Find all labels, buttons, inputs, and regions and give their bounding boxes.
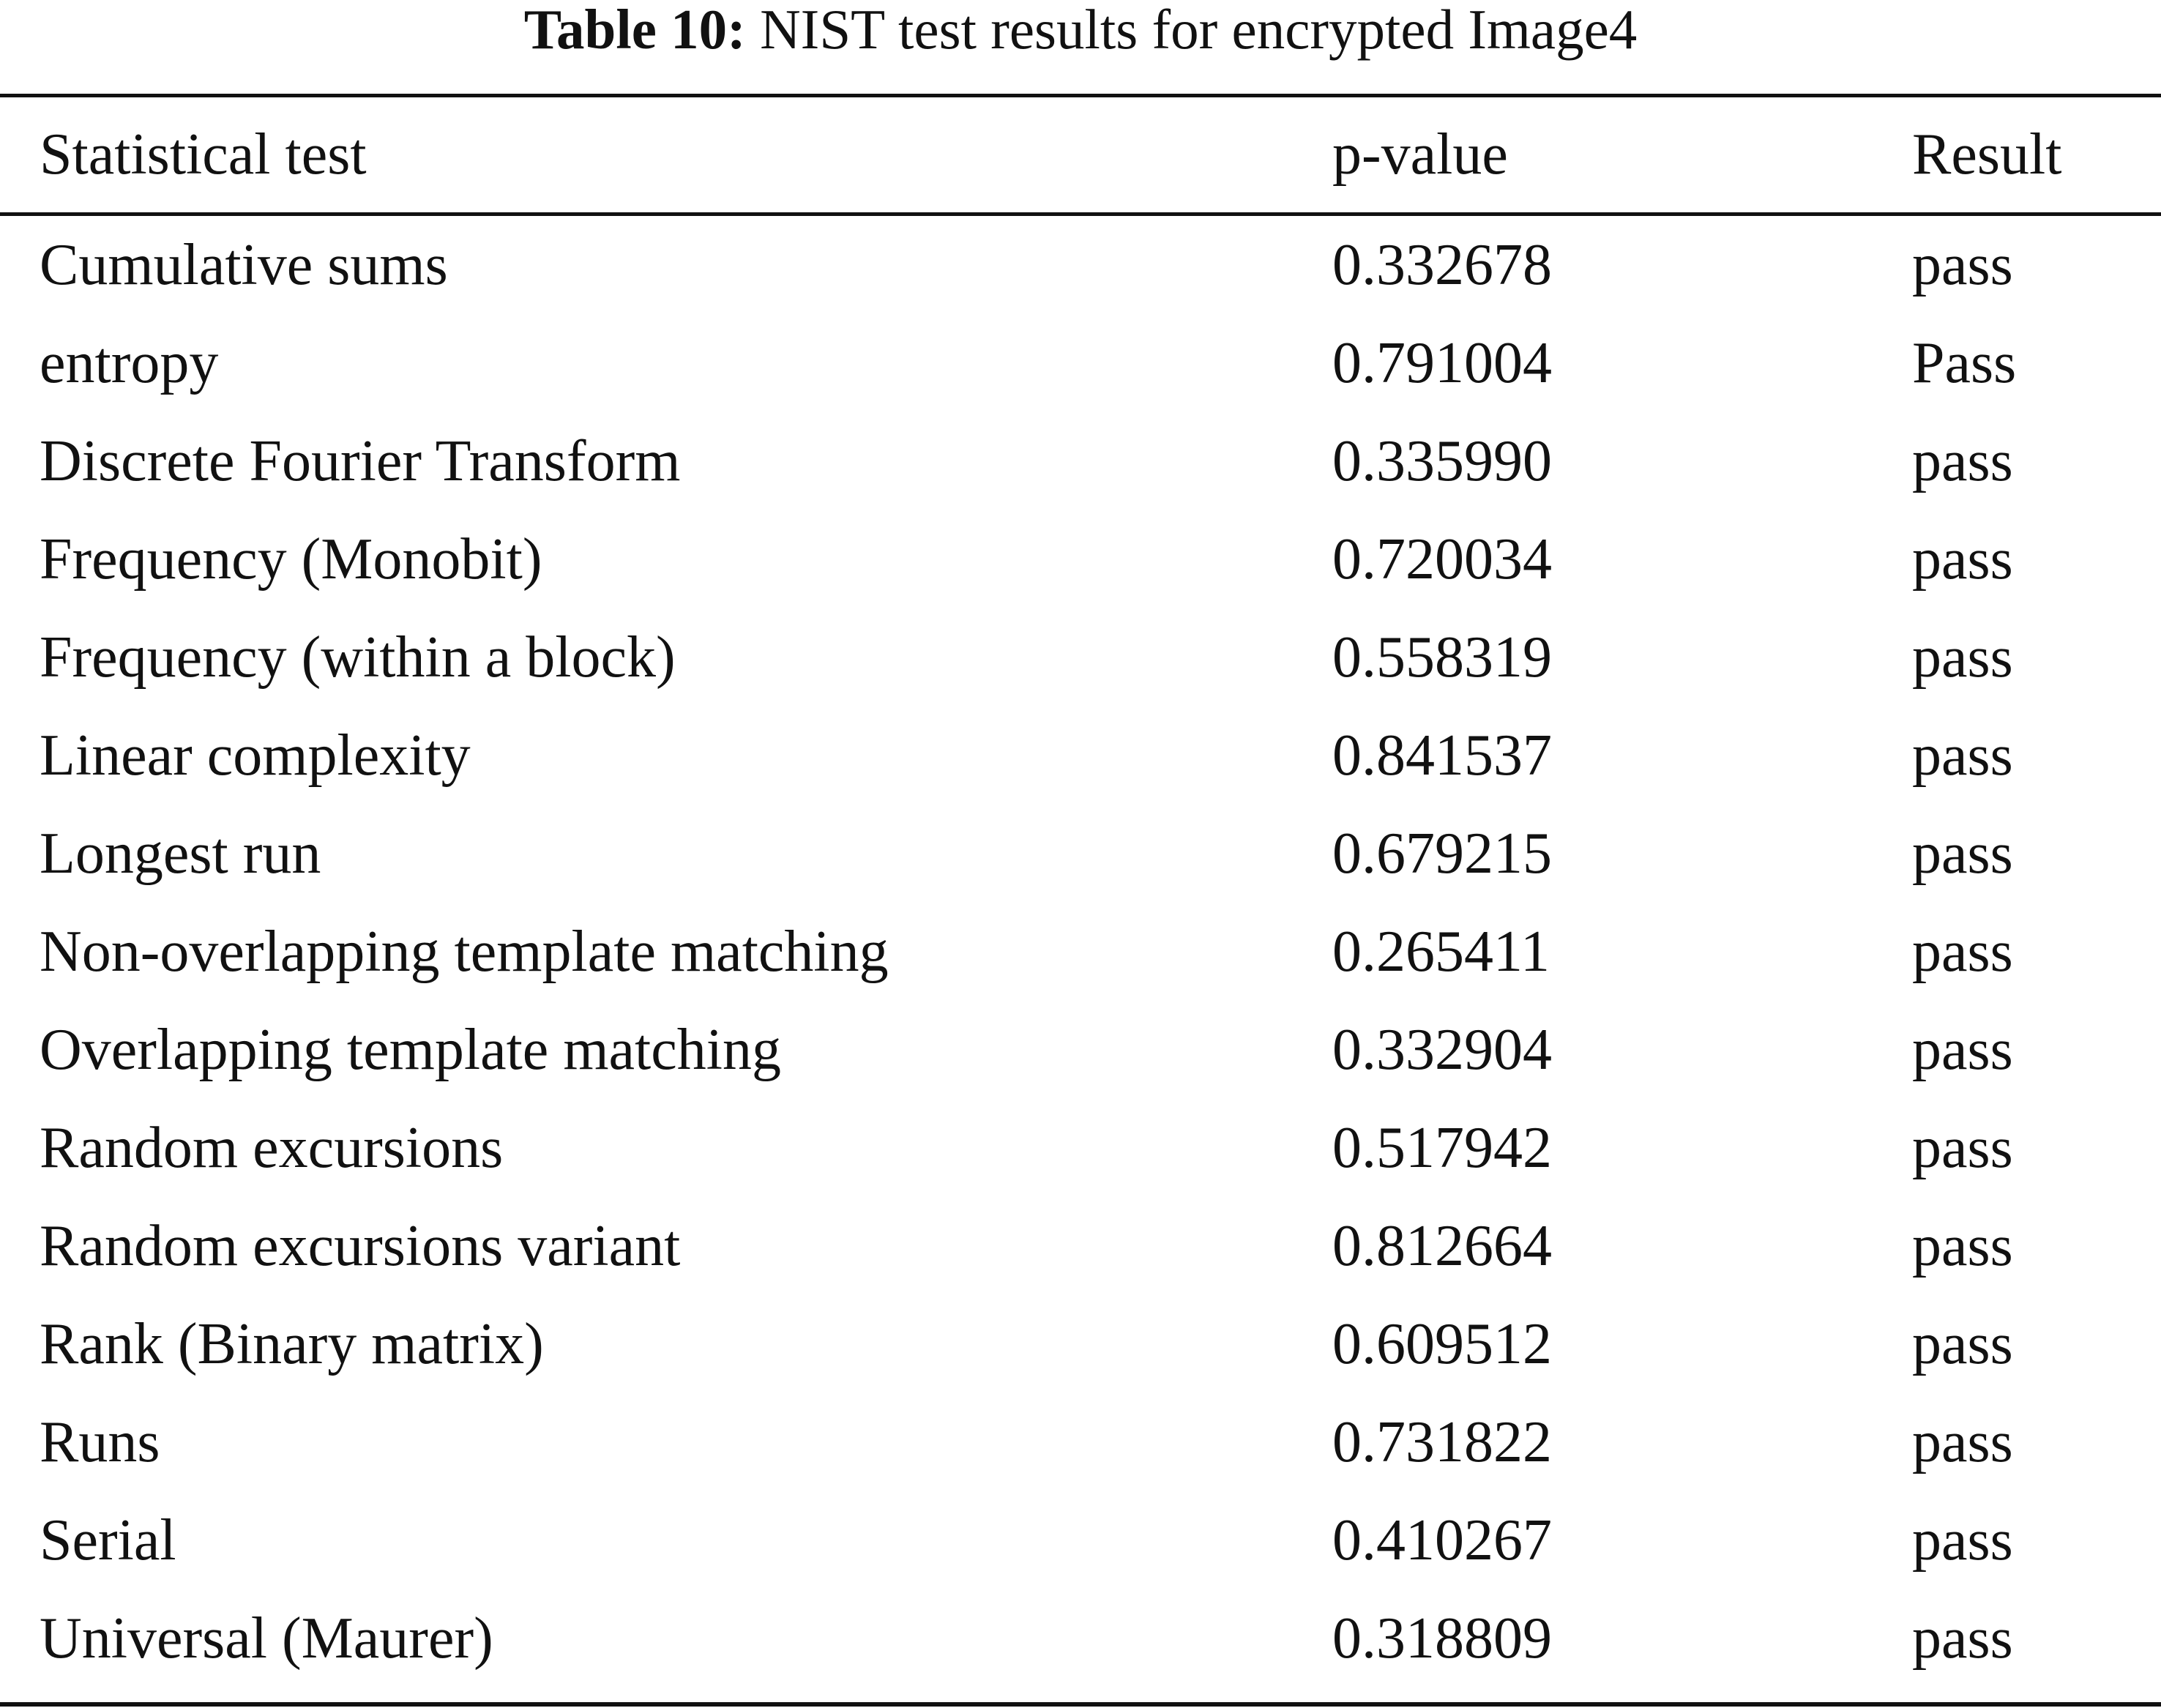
cell-result: Pass xyxy=(1912,331,2017,395)
table-caption xyxy=(0,0,2161,73)
cell-p-value: 0.332904 xyxy=(1332,1018,1552,1082)
cell-statistical-test: Universal (Maurer) xyxy=(40,1606,493,1671)
table-row xyxy=(0,1099,2161,1197)
cell-p-value: 0.265411 xyxy=(1332,920,1550,984)
cell-result: pass xyxy=(1912,1606,2013,1671)
cell-p-value: 0.731822 xyxy=(1332,1410,1552,1474)
table-row xyxy=(0,1393,2161,1491)
table-row xyxy=(0,510,2161,608)
cell-result: pass xyxy=(1912,1214,2013,1278)
cell-statistical-test: Discrete Fourier Transform xyxy=(40,429,681,493)
cell-result: pass xyxy=(1912,527,2013,592)
cell-statistical-test: Overlapping template matching xyxy=(40,1018,782,1082)
cell-result: pass xyxy=(1912,723,2013,788)
table-row xyxy=(0,805,2161,903)
cell-result: pass xyxy=(1912,1116,2013,1180)
table-row xyxy=(0,216,2161,314)
cell-result: pass xyxy=(1912,1508,2013,1573)
cell-result: pass xyxy=(1912,821,2013,886)
table-row xyxy=(0,1295,2161,1393)
cell-statistical-test: Random excursions xyxy=(40,1116,504,1180)
cell-statistical-test: Longest run xyxy=(40,821,321,886)
table-row xyxy=(0,903,2161,1001)
table-body xyxy=(0,216,2161,1702)
cell-p-value: 0.841537 xyxy=(1332,723,1552,788)
cell-result: pass xyxy=(1912,429,2013,493)
table-row xyxy=(0,706,2161,805)
cell-p-value: 0.791004 xyxy=(1332,331,1552,395)
cell-statistical-test: Frequency (within a block) xyxy=(40,625,676,690)
cell-result: pass xyxy=(1912,1410,2013,1474)
cell-statistical-test: Non-overlapping template matching xyxy=(40,920,889,984)
header-p-value: p-value xyxy=(1332,122,1508,187)
cell-statistical-test: Linear complexity xyxy=(40,723,471,788)
cell-p-value: 0.335990 xyxy=(1332,429,1552,493)
cell-result: pass xyxy=(1912,1312,2013,1376)
cell-p-value: 0.812664 xyxy=(1332,1214,1552,1278)
cell-result: pass xyxy=(1912,920,2013,984)
table-row xyxy=(0,1001,2161,1099)
cell-p-value: 0.558319 xyxy=(1332,625,1552,690)
header-statistical-test: Statistical test xyxy=(40,122,367,187)
cell-p-value: 0.517942 xyxy=(1332,1116,1552,1180)
cell-p-value: 0.679215 xyxy=(1332,821,1552,886)
table-row xyxy=(0,1491,2161,1589)
cell-statistical-test: Random excursions variant xyxy=(40,1214,681,1278)
header-result: Result xyxy=(1912,122,2062,187)
table-row xyxy=(0,1197,2161,1295)
table-row xyxy=(0,412,2161,510)
table-row xyxy=(0,314,2161,412)
table-bottom-rule xyxy=(0,1702,2161,1707)
cell-p-value: 0.318809 xyxy=(1332,1606,1552,1671)
cell-p-value: 0.609512 xyxy=(1332,1312,1552,1376)
table-caption-text: NIST test results for encrypted Image4 xyxy=(760,0,1638,61)
cell-result: pass xyxy=(1912,625,2013,690)
cell-statistical-test: Cumulative sums xyxy=(40,233,448,297)
cell-statistical-test: entropy xyxy=(40,331,219,395)
cell-statistical-test: Runs xyxy=(40,1410,160,1474)
table-header-row xyxy=(0,97,2161,212)
cell-result: pass xyxy=(1912,233,2013,297)
table-row xyxy=(0,608,2161,706)
cell-p-value: 0.332678 xyxy=(1332,233,1552,297)
cell-p-value: 0.410267 xyxy=(1332,1508,1552,1573)
cell-statistical-test: Frequency (Monobit) xyxy=(40,527,542,592)
table-caption-label: Table 10: xyxy=(523,0,746,61)
cell-result: pass xyxy=(1912,1018,2013,1082)
cell-p-value: 0.720034 xyxy=(1332,527,1552,592)
cell-statistical-test: Rank (Binary matrix) xyxy=(40,1312,544,1376)
cell-statistical-test: Serial xyxy=(40,1508,176,1573)
table-row xyxy=(0,1589,2161,1688)
